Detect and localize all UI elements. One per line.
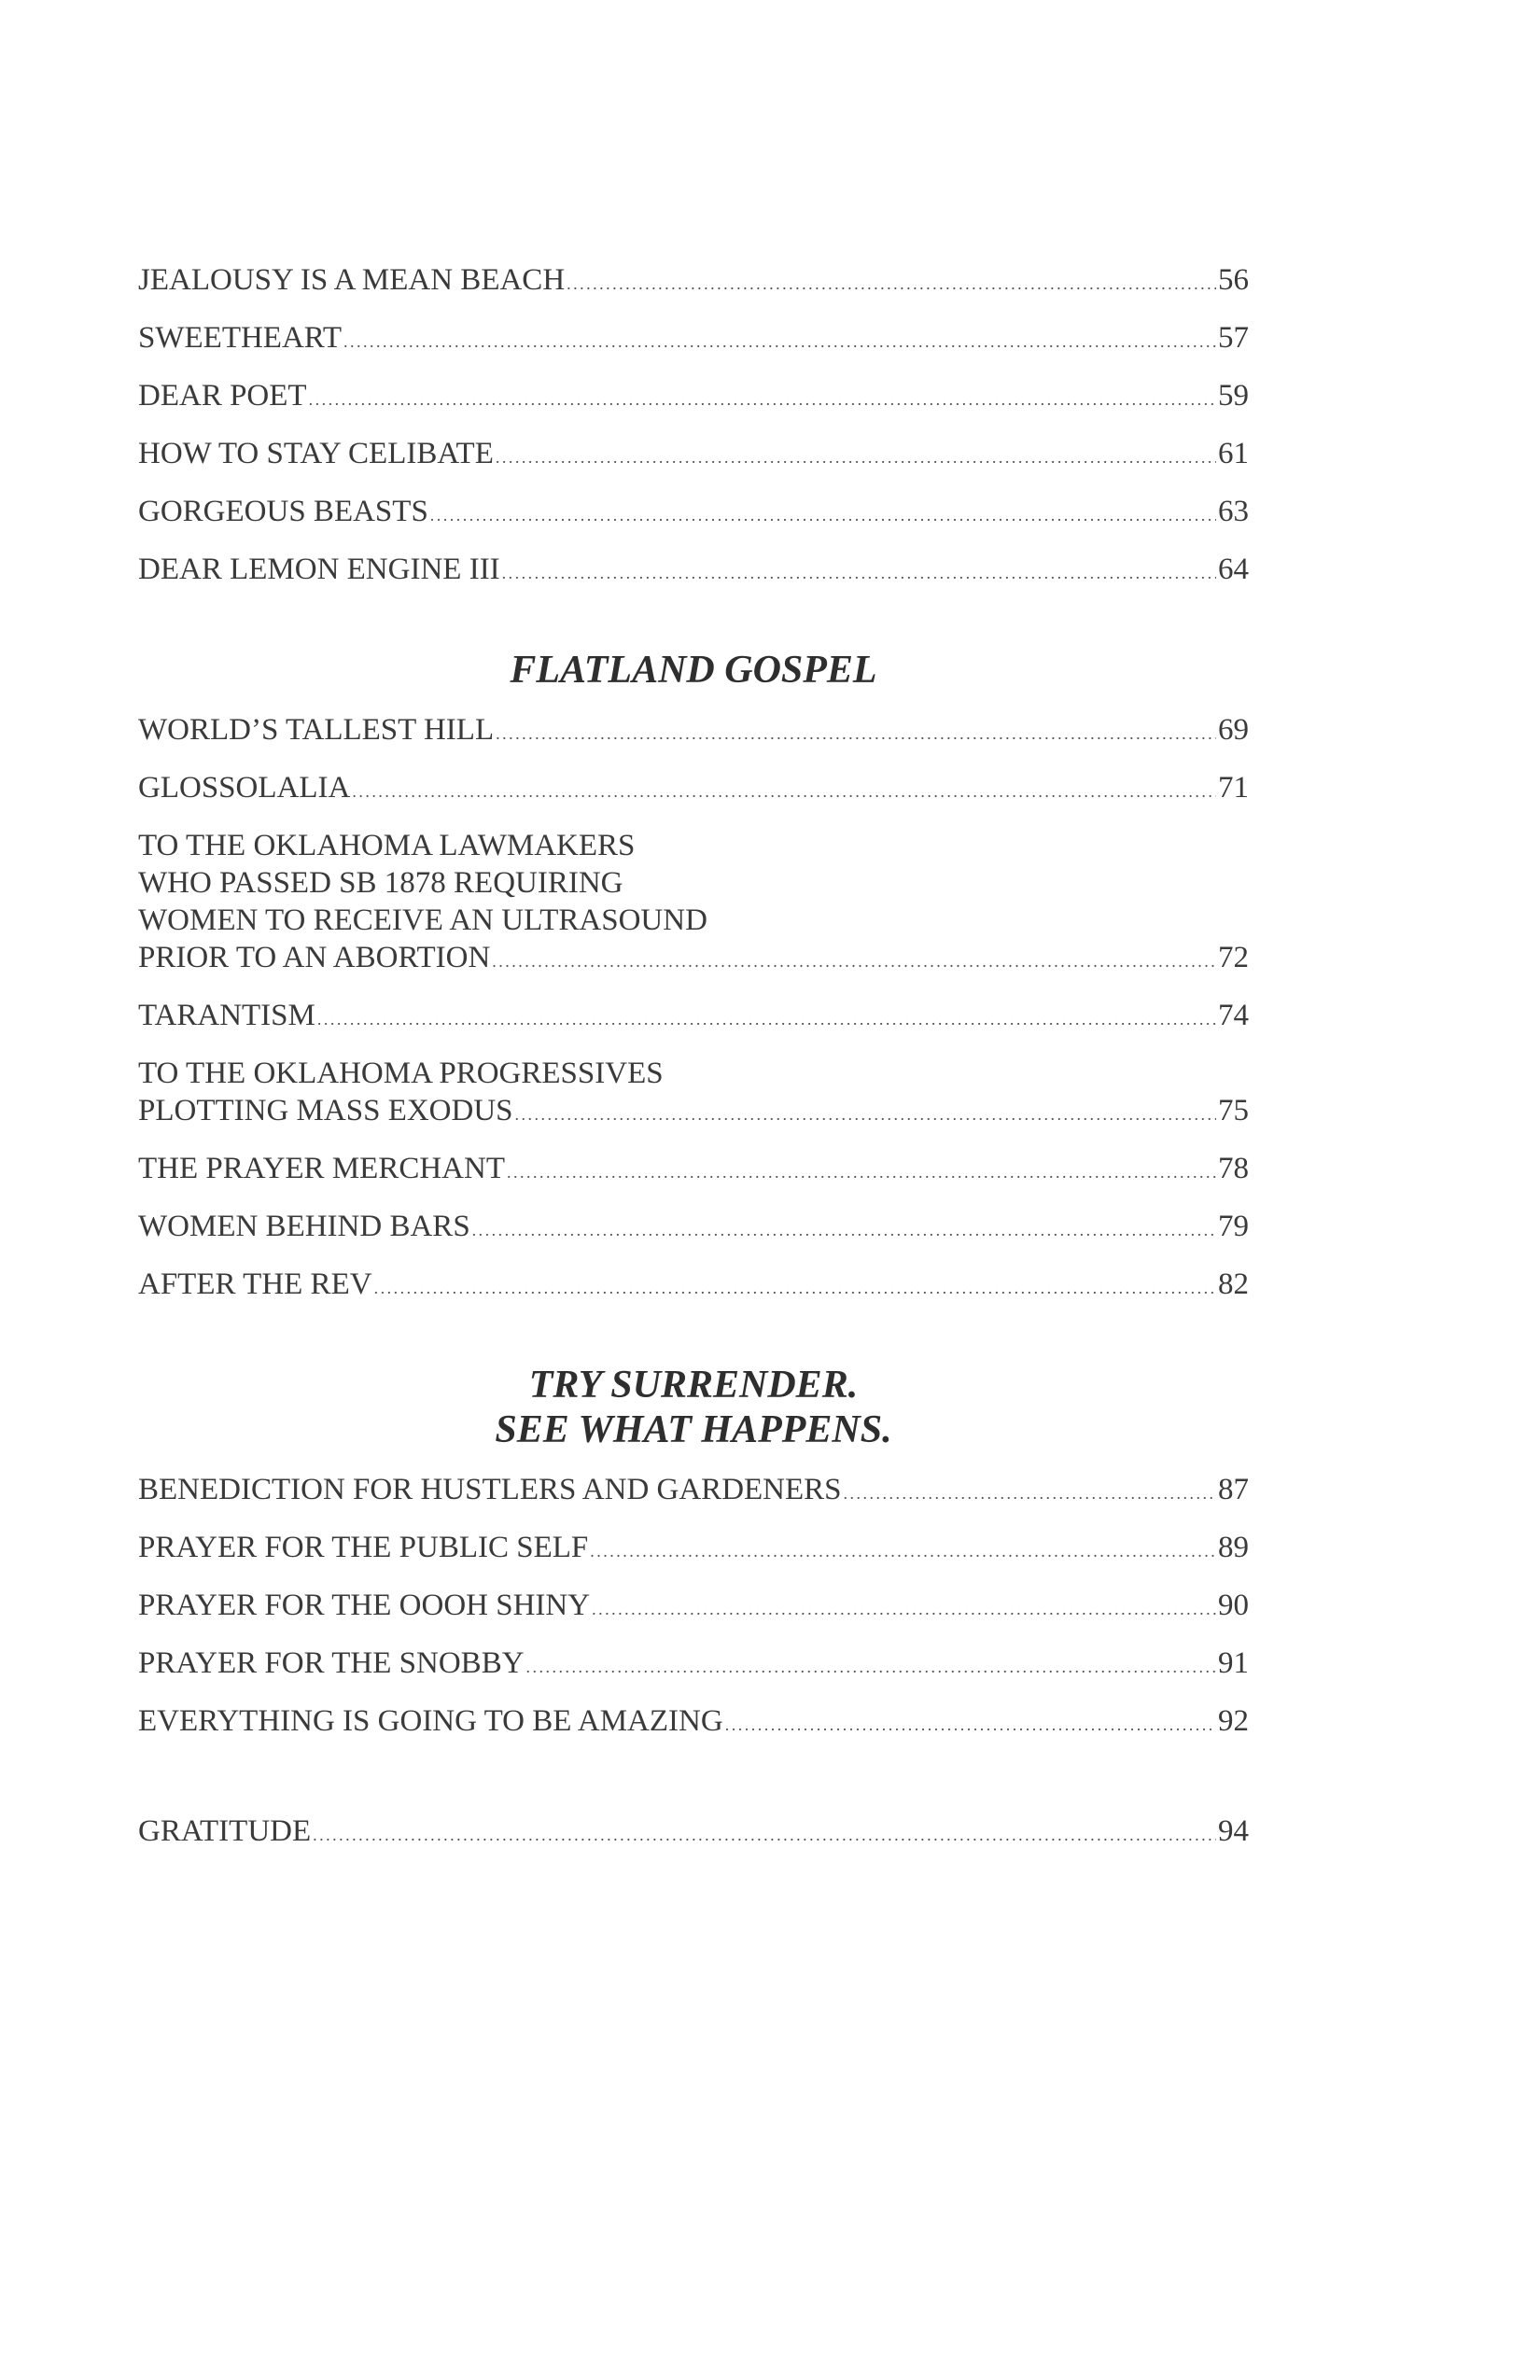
toc-entry <box>138 1055 1249 1133</box>
dot-leader <box>352 769 1216 810</box>
dot-leader <box>374 1266 1216 1307</box>
entry-title-line: PRAYER FOR THE OOOH SHINY <box>138 1589 591 1622</box>
dot-leader <box>502 551 1216 592</box>
entry-title-line: THE PRAYER MERCHANT <box>138 1152 505 1185</box>
toc-group-opening <box>138 261 1249 592</box>
dot-leader <box>492 939 1216 980</box>
toc-entry <box>138 1529 1249 1570</box>
dot-leader <box>313 1813 1216 1854</box>
entry-title-line: WOMEN TO RECEIVE AN ULTRASOUND <box>138 903 707 937</box>
page-number: 74 <box>1218 999 1249 1032</box>
entry-final-line <box>138 319 1249 360</box>
entry-title-line: WHO PASSED SB 1878 REQUIRING <box>138 866 623 900</box>
entry-final-line <box>138 493 1249 534</box>
page-number: 57 <box>1218 321 1249 355</box>
page-number: 91 <box>1218 1646 1249 1680</box>
dot-leader <box>515 1092 1216 1133</box>
entry-final-line <box>138 1150 1249 1191</box>
dot-leader <box>567 261 1216 302</box>
page-number: 92 <box>1218 1704 1249 1738</box>
dot-leader <box>496 435 1216 476</box>
entry-final-line <box>138 1702 1249 1743</box>
entry-title-line: BENEDICTION FOR HUSTLERS AND GARDENERS <box>138 1473 842 1506</box>
entry-title-line: EVERYTHING IS GOING TO BE AMAZING <box>138 1704 723 1738</box>
entry-final-line <box>138 1092 1249 1133</box>
entry-final-line <box>138 261 1249 302</box>
entry-title-line: PRAYER FOR THE PUBLIC SELF <box>138 1531 589 1564</box>
toc-entry <box>138 769 1249 810</box>
toc-entry <box>138 435 1249 476</box>
entry-title-line: GRATITUDE <box>138 1814 312 1848</box>
page-number: 79 <box>1218 1210 1249 1243</box>
spacer <box>138 1760 1249 1813</box>
section-title-try-surrender <box>138 1363 1249 1452</box>
entry-final-line <box>138 1208 1249 1249</box>
page-number: 61 <box>1218 437 1249 470</box>
page-number: 90 <box>1218 1589 1249 1622</box>
entry-title-line: GLOSSOLALIA <box>138 771 351 805</box>
entry-final-line <box>138 1471 1249 1512</box>
page-number: 56 <box>1218 263 1249 297</box>
toc-entry <box>138 377 1249 418</box>
entry-title-line: PRIOR TO AN ABORTION <box>138 941 491 974</box>
dot-leader <box>526 1645 1216 1686</box>
entry-final-line <box>138 1529 1249 1570</box>
entry-title-line: AFTER THE REV <box>138 1267 372 1301</box>
toc-entry <box>138 1645 1249 1686</box>
toc-entry <box>138 1702 1249 1743</box>
entry-title-line: DEAR LEMON ENGINE III <box>138 553 500 586</box>
dot-leader <box>725 1702 1216 1743</box>
toc-group-closing <box>138 1813 1249 1854</box>
entry-title-line: GORGEOUS BEASTS <box>138 495 428 528</box>
section-title-line: TRY SURRENDER. <box>528 1364 859 1407</box>
page-number: 75 <box>1218 1094 1249 1127</box>
section-title-line: SEE WHAT HAPPENS. <box>495 1408 892 1451</box>
toc-entry <box>138 551 1249 592</box>
toc-entry <box>138 261 1249 302</box>
section-title-line: FLATLAND GOSPEL <box>510 649 877 692</box>
entry-title-line: SWEETHEART <box>138 321 342 355</box>
dot-leader <box>507 1150 1216 1191</box>
toc-entry <box>138 1208 1249 1249</box>
entry-final-line <box>138 1813 1249 1854</box>
entry-title-line: HOW TO STAY CELIBATE <box>138 437 494 470</box>
toc-entry <box>138 1150 1249 1191</box>
page-number: 59 <box>1218 379 1249 413</box>
page-number: 87 <box>1218 1473 1249 1506</box>
toc-entry <box>138 493 1249 534</box>
toc-group-flatland-gospel <box>138 711 1249 1307</box>
dot-leader <box>343 319 1216 360</box>
page-number: 89 <box>1218 1531 1249 1564</box>
page-number: 82 <box>1218 1267 1249 1301</box>
entry-title-line: TO THE OKLAHOMA PROGRESSIVES <box>138 1057 664 1090</box>
page-number: 63 <box>1218 495 1249 528</box>
section-title-flatland-gospel <box>138 648 1249 693</box>
entry-title-line: PRAYER FOR THE SNOBBY <box>138 1646 525 1680</box>
toc-group-try-surrender <box>138 1471 1249 1743</box>
dot-leader <box>496 711 1216 752</box>
dot-leader <box>430 493 1216 534</box>
dot-leader <box>844 1471 1216 1512</box>
page-number: 69 <box>1218 713 1249 747</box>
entry-final-line <box>138 711 1249 752</box>
entry-title-line: TARANTISM <box>138 999 315 1032</box>
page-number: 71 <box>1218 771 1249 805</box>
entry-final-line <box>138 769 1249 810</box>
entry-final-line <box>138 1645 1249 1686</box>
table-of-contents <box>138 261 1249 1870</box>
dot-leader <box>317 997 1216 1038</box>
toc-entry <box>138 1813 1249 1854</box>
entry-final-line <box>138 377 1249 418</box>
page-number: 94 <box>1218 1814 1249 1848</box>
dot-leader <box>309 377 1216 418</box>
dot-leader <box>590 1529 1216 1570</box>
page-number: 78 <box>1218 1152 1249 1185</box>
entry-title-line: TO THE OKLAHOMA LAWMAKERS <box>138 829 636 862</box>
toc-entry <box>138 827 1249 980</box>
toc-entry <box>138 1266 1249 1307</box>
entry-title-line: WORLD’S TALLEST HILL <box>138 713 495 747</box>
toc-entry <box>138 319 1249 360</box>
toc-entry <box>138 1471 1249 1512</box>
toc-entry <box>138 1587 1249 1628</box>
entry-final-line <box>138 435 1249 476</box>
entry-title-line: DEAR POET <box>138 379 307 413</box>
page-number: 72 <box>1218 941 1249 974</box>
entry-title-line: JEALOUSY IS A MEAN BEACH <box>138 263 566 297</box>
entry-title-line: PLOTTING MASS EXODUS <box>138 1094 513 1127</box>
toc-entry <box>138 997 1249 1038</box>
entry-final-line <box>138 1266 1249 1307</box>
entry-final-line <box>138 997 1249 1038</box>
entry-final-line <box>138 939 1249 980</box>
entry-final-line <box>138 551 1249 592</box>
entry-final-line <box>138 1587 1249 1628</box>
dot-leader <box>472 1208 1216 1249</box>
toc-entry <box>138 711 1249 752</box>
page-number: 64 <box>1218 553 1249 586</box>
entry-title-line: WOMEN BEHIND BARS <box>138 1210 470 1243</box>
dot-leader <box>592 1587 1216 1628</box>
